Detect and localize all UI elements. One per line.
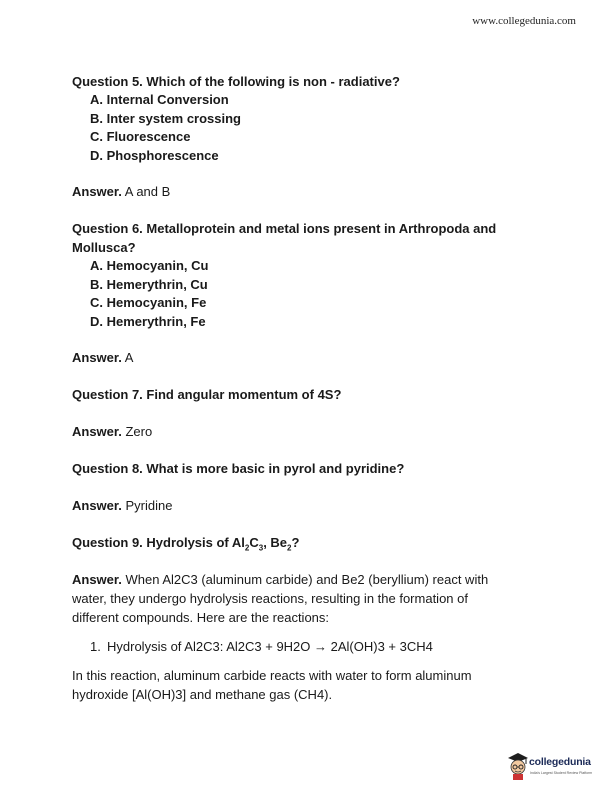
paragraph-line: In this reaction, aluminum carbide reacts with water to form aluminum [72,668,472,683]
answer-label: Answer. [72,498,122,513]
question-6 [72,219,542,257]
question-9-end: ? [291,535,300,550]
answer-9 [72,570,542,627]
option-c: C. Hemocyanin, Fe [90,295,207,310]
option-b: B. Inter system crossing [90,110,241,126]
question-9-prefix: Question 9. Hydrolysis of Al [72,535,245,550]
question-5: Question 5. Which of the following is non - radiative? [72,74,400,89]
logo-tagline: India's Largest Student Review Platform [530,771,593,775]
subscript: 2 [244,543,250,553]
answer-7 [72,422,542,441]
explanation-paragraph [72,666,542,704]
subscript: 3 [258,543,264,553]
answer-text: A [121,350,134,365]
answer-text: A and B [121,184,171,199]
question-6-options [72,257,542,331]
collegedunia-logo[interactable] [507,752,603,784]
question-6-line2: Mollusca? [72,240,136,255]
question-6-line1: Question 6. Metalloprotein and metal ions present in Arthropoda and [72,221,497,236]
answer-label: Answer. [72,184,122,199]
reaction-list [72,637,542,656]
answer-8 [72,496,542,515]
option-d: D. Phosphorescence [90,147,219,163]
reaction-item: Hydrolysis of Al2C3: Al2C3 + 9H2O → 2Al(OH)3 + 3CH4 [107,639,433,654]
answer-label: Answer. [72,350,122,365]
option-c: C. Fluorescence [90,129,191,144]
site-url[interactable]: www.collegedunia.com [472,15,576,27]
question-8: Question 8. What is more basic in pyrol and pyridine? [72,461,405,476]
answer-6 [72,348,542,367]
question-5-options [72,91,542,165]
answer-label: Answer. [72,424,122,439]
option-b: B. Hemerythrin, Cu [90,276,208,292]
document-body [72,72,542,704]
question-9-carbon: C [249,535,259,550]
option-a: A. Internal Conversion [90,92,229,107]
answer-label: Answer. [72,572,122,587]
paragraph-line: hydroxide [Al(OH)3] and methane gas (CH4). [72,687,333,702]
question-9 [72,533,542,552]
question-9-mid: , Be [263,535,288,550]
answer-line: When Al2C3 (aluminum carbide) and Be2 (beryllium) react with [121,572,489,587]
subscript: 2 [287,543,292,553]
answer-text: Pyridine [121,498,173,513]
option-a: A. Hemocyanin, Cu [90,258,209,273]
answer-5 [72,182,542,201]
logo-wordmark: collegedunia [529,756,591,768]
question-7: Question 7. Find angular momentum of 4S? [72,387,342,402]
option-d: D. Hemerythrin, Fe [90,313,206,329]
answer-line: water, they undergo hydrolysis reactions, resulting in the formation of [72,591,468,606]
answer-line: different compounds. Here are the reactions: [72,610,330,625]
student-mascot-icon [507,752,529,780]
answer-text: Zero [121,424,153,439]
list-number: 1. [90,639,101,654]
